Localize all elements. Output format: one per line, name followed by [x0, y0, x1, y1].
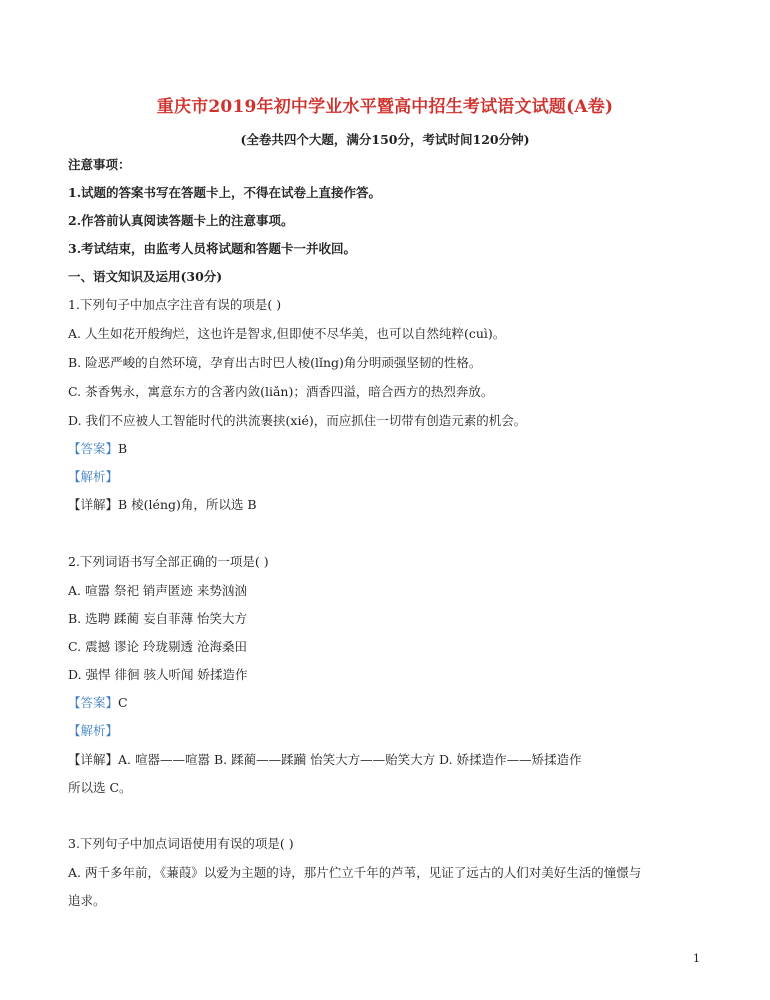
page-number: 1: [693, 952, 700, 965]
answer-line: [68, 440, 127, 458]
analysis-tag: 【解析】: [68, 723, 119, 738]
question-option: C. 震撼 谬论 玲珑剔透 沧海桑田: [68, 639, 247, 654]
answer-tag: 【答案】: [68, 695, 119, 710]
notice-item: 3.考试结束，由监考人员将试题和答题卡一并收回。: [68, 241, 357, 256]
analysis-tag: 【解析】: [68, 469, 119, 484]
page-title: 重庆市2019年初中学业水平暨高中招生考试语文试题(A卷): [156, 97, 614, 117]
notice-item: 2.作答前认真阅读答题卡上的注意事项。: [68, 213, 294, 228]
question-option: A. 人生如花开般绚烂，这也许是智求,但即使不尽华美，也可以自然纯粹(cuì)。: [68, 326, 506, 341]
question-option: D. 强悍 徘徊 骇人听闻 娇揉造作: [68, 667, 248, 682]
answer-value: C: [118, 695, 128, 710]
question-option: A. 两千多年前，《蒹葭》以爱为主题的诗，那片伫立千年的芦苇，见证了远古的人们对美好生活的憧憬与: [68, 865, 642, 880]
question-option: B. 险恶严峻的自然环境，孕育出古时巴人棱(lǐng)角分明顽强坚韧的性格。: [68, 355, 482, 370]
detail-tag: 【详解】: [68, 497, 119, 512]
question-option: A. 喧嚣 祭祀 销声匿迹 来势汹汹: [68, 583, 247, 598]
detail-line: [68, 751, 582, 769]
question-option-continuation: 追求。: [68, 893, 106, 908]
section-heading: 一、语文知识及运用(30分): [68, 269, 223, 284]
question-stem: 3.下列句子中加点词语使用有误的项是( ): [68, 836, 294, 851]
detail-text: B 棱(léng)角，所以选 B: [118, 497, 257, 512]
answer-tag: 【答案】: [68, 441, 119, 456]
question-stem: 1.下列句子中加点字注音有误的项是( ): [68, 297, 282, 312]
detail-continuation: 所以选 C。: [68, 780, 132, 795]
question-option: D. 我们不应被人工智能时代的洪流裹挟(xié)，而应抓住一切带有创造元素的机会。: [68, 413, 527, 428]
detail-line: [68, 496, 257, 514]
page-subtitle: (全卷共四个大题，满分150分，考试时间120分钟): [240, 132, 530, 147]
question-stem: 2.下列词语书写全部正确的一项是( ): [68, 554, 269, 569]
detail-text: A. 喧器——喧嚣 B. 蹂蔺——蹂躏 怡笑大方——贻笑大方 D. 娇揉造作——矫揉造作: [118, 752, 582, 767]
detail-tag: 【详解】: [68, 752, 119, 767]
answer-line: [68, 694, 128, 712]
notice-item: 1.试题的答案书写在答题卡上，不得在试卷上直接作答。: [68, 185, 382, 200]
question-option: B. 选聘 蹂蔺 妄自菲薄 怡笑大方: [68, 611, 248, 626]
question-option: C. 茶香隽永，寓意东方的含著内敛(liǎn)；酒香四溢，暗合西方的热烈奔放。: [68, 384, 494, 399]
answer-value: B: [118, 441, 128, 456]
notice-heading: 注意事项：: [68, 157, 131, 172]
